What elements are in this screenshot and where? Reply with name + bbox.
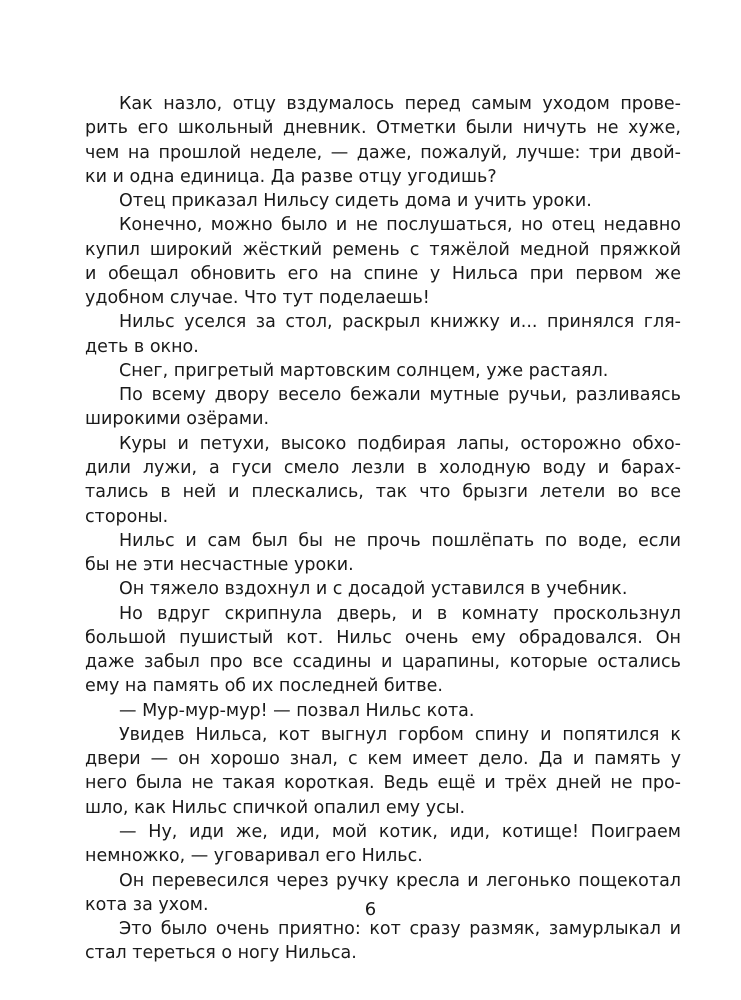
text-line: тались в ней и плескались, так что брызги летели во все bbox=[85, 482, 681, 503]
text-line: немножко, — уговаривал его Нильс. bbox=[85, 846, 423, 867]
text-line: бы не эти несчастные уроки. bbox=[85, 555, 354, 576]
text-line: широкими озёрами. bbox=[85, 409, 270, 430]
text-line: ему на память об их последней битве. bbox=[85, 676, 443, 697]
text-line: Увидев Нильса, кот выгнул горбом спину и попятился к bbox=[119, 724, 681, 745]
text-line: Нильс и сам был бы не прочь пошлёпать по воде, если bbox=[119, 530, 681, 551]
text-line: рить его школьный дневник. Отметки были ничуть не хуже, bbox=[85, 118, 681, 139]
text-line: стал тереться о ногу Нильса. bbox=[85, 943, 357, 964]
text-line: большой пушистый кот. Нильс очень ему обрадовался. Он bbox=[85, 627, 681, 648]
text-line: Нильс уселся за стол, раскрыл книжку и... принялся гля- bbox=[119, 312, 681, 333]
text-line: него была не такая короткая. Ведь ещё и трёх дней не про- bbox=[85, 773, 681, 794]
text-line: двери — он хорошо знал, с кем имеет дело. Да и память у bbox=[85, 749, 681, 770]
text-line: и обещал обновить его на спине у Нильса при первом же bbox=[85, 263, 681, 284]
page-number: 6 bbox=[364, 899, 377, 920]
text-line: удобном случае. Что тут поделаешь! bbox=[85, 288, 430, 309]
text-line: купил широкий жёсткий ремень с тяжёлой медной пряжкой bbox=[85, 239, 681, 260]
text-line: Отец приказал Нильсу сидеть дома и учить уроки. bbox=[119, 191, 592, 212]
body-text bbox=[85, 92, 681, 966]
text-line: кота за ухом. bbox=[85, 894, 209, 915]
text-line: Он перевесился через ручку кресла и легонько пощекотал bbox=[119, 870, 681, 891]
text-line: даже забыл про все ссадины и царапины, которые остались bbox=[85, 652, 681, 673]
text-line: ки и одна единица. Да разве отцу угодишь? bbox=[85, 166, 497, 187]
text-line: Но вдруг скрипнула дверь, и в комнату проскользнул bbox=[119, 603, 681, 624]
text-line: деть в окно. bbox=[85, 336, 199, 357]
text-line: стороны. bbox=[85, 506, 169, 527]
text-line: Снег, пригретый мартовским солнцем, уже растаял. bbox=[119, 360, 609, 381]
text-line: По всему двору весело бежали мутные ручьи, разливаясь bbox=[119, 385, 681, 406]
text-line: Как назло, отцу вздумалось перед самым уходом прове- bbox=[119, 94, 681, 114]
text-line: Куры и петухи, высоко подбирая лапы, осторожно обхо- bbox=[119, 433, 681, 454]
text-line: Это было очень приятно: кот сразу размяк, замурлыкал и bbox=[119, 919, 681, 940]
text-line: — Мур-мур-мур! — позвал Нильс кота. bbox=[119, 700, 475, 721]
text-line: чем на прошлой неделе, — даже, пожалуй, лучше: три двой- bbox=[85, 142, 681, 163]
text-line: — Ну, иди же, иди, мой котик, иди, котище! Поиграем bbox=[119, 821, 681, 842]
text-line: дили лужи, а гуси смело лезли в холодную воду и барах- bbox=[85, 457, 681, 478]
text-line: Конечно, можно было и не послушаться, но отец недавно bbox=[119, 215, 681, 236]
text-line: шло, как Нильс спичкой опалил ему усы. bbox=[85, 797, 466, 818]
text-line: Он тяжело вздохнул и с досадой уставился в учебник. bbox=[119, 579, 628, 600]
